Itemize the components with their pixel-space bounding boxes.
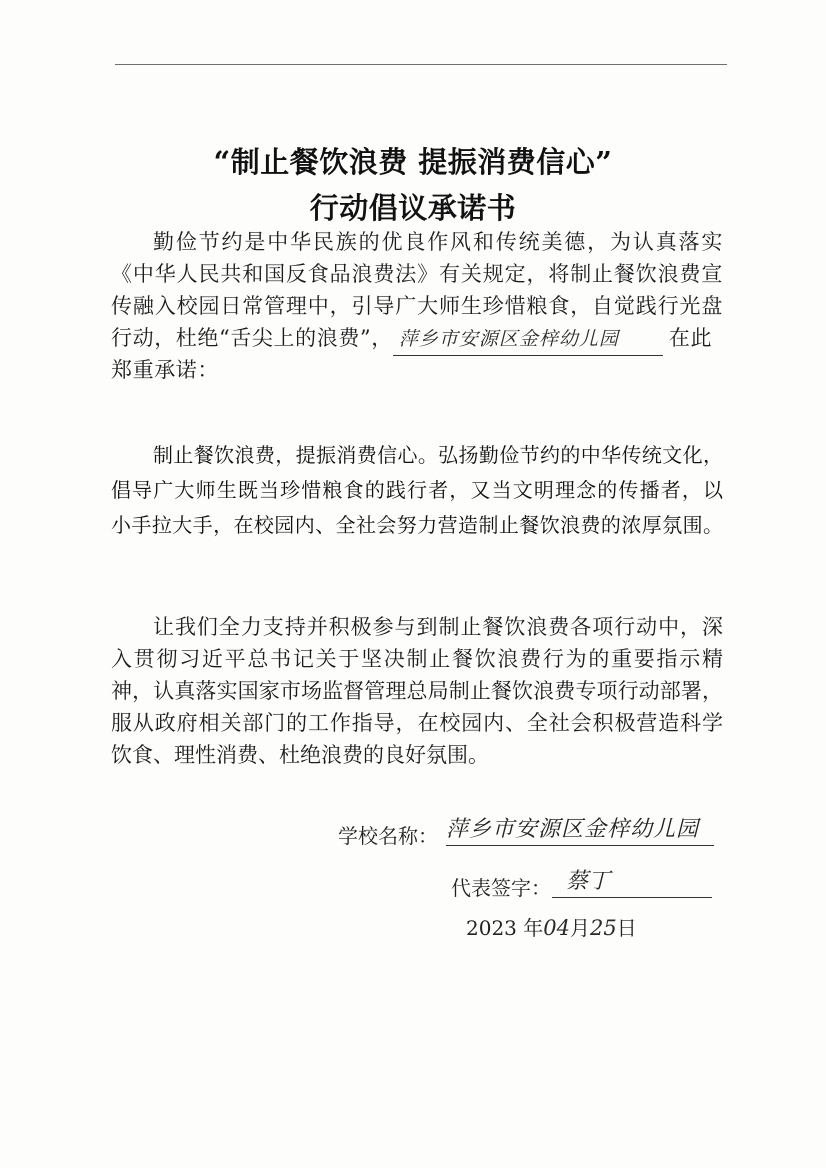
paragraph-3-line-4: 服从政府相关部门的工作指导，在校园内、全社会积极营造科学 xyxy=(111,711,723,735)
date-day-unit: 日 xyxy=(616,916,637,940)
paragraph-2-line-1: 制止餐饮浪费，提振消费信心。弘扬勤俭节约的中华传统文化， xyxy=(153,443,723,467)
paragraph-1-line-2: 《中华人民共和国反食品浪费法》有关规定，将制止餐饮浪费宣 xyxy=(111,262,723,286)
paragraph-3-line-2: 入贯彻习近平总书记关于坚决制止餐饮浪费行为的重要指示精 xyxy=(111,647,723,671)
date-month-unit: 月 xyxy=(570,916,590,940)
date-year: 2023 年 xyxy=(466,916,544,940)
paragraph-1-line-3: 传融入校园日常管理中，引导广大师生珍惜粮食，自觉践行光盘 xyxy=(111,294,723,318)
representative-signature-label: 代表签字： xyxy=(451,876,551,900)
handwritten-signature: 蔡丁 xyxy=(552,864,712,898)
paragraph-1-line-4-suffix: 在此 xyxy=(668,326,713,350)
paragraph-1-line-1: 勤俭节约是中华民族的优良作风和传统美德，为认真落实 xyxy=(153,230,723,254)
paragraph-1-line-5: 郑重承诺： xyxy=(111,358,219,382)
paragraph-2-line-3: 小手拉大手，在校园内、全社会努力营造制止餐饮浪费的浓厚氛围。 xyxy=(111,513,723,537)
paragraph-1-line-4 xyxy=(111,322,723,354)
title-line-2: 行动倡议承诺书 xyxy=(309,191,517,225)
title-line-1: “制止餐饮浪费 提振消费信心” xyxy=(213,145,613,179)
paragraph-3-line-5: 饮食、理性消费、杜绝浪费的良好氛围。 xyxy=(111,743,489,767)
paragraph-3 xyxy=(111,611,723,771)
date-day: 25 xyxy=(590,916,617,940)
school-name-label: 学校名称： xyxy=(338,824,438,848)
paragraph-3-line-1: 让我们全力支持并积极参与到制止餐饮浪费各项行动中，深 xyxy=(153,615,723,639)
handwritten-school-inline: 萍乡市安源区金梓幼儿园 xyxy=(393,323,663,356)
paragraph-2 xyxy=(111,438,723,543)
paragraph-1-line-4-text: 行动，杜绝“舌尖上的浪费”， xyxy=(111,326,393,350)
paragraph-2-line-2: 倡导广大师生既当珍惜粮食的践行者，又当文明理念的传播者，以 xyxy=(111,478,723,502)
paragraph-3-line-3: 神，认真落实国家市场监督管理总局制止餐饮浪费专项行动部署， xyxy=(111,679,723,703)
signature-date xyxy=(466,912,637,941)
top-rule xyxy=(115,64,727,65)
handwritten-school-name: 萍乡市安源区金梓幼儿园 xyxy=(446,812,714,846)
paragraph-1 xyxy=(111,226,723,386)
date-month: 04 xyxy=(543,916,570,940)
